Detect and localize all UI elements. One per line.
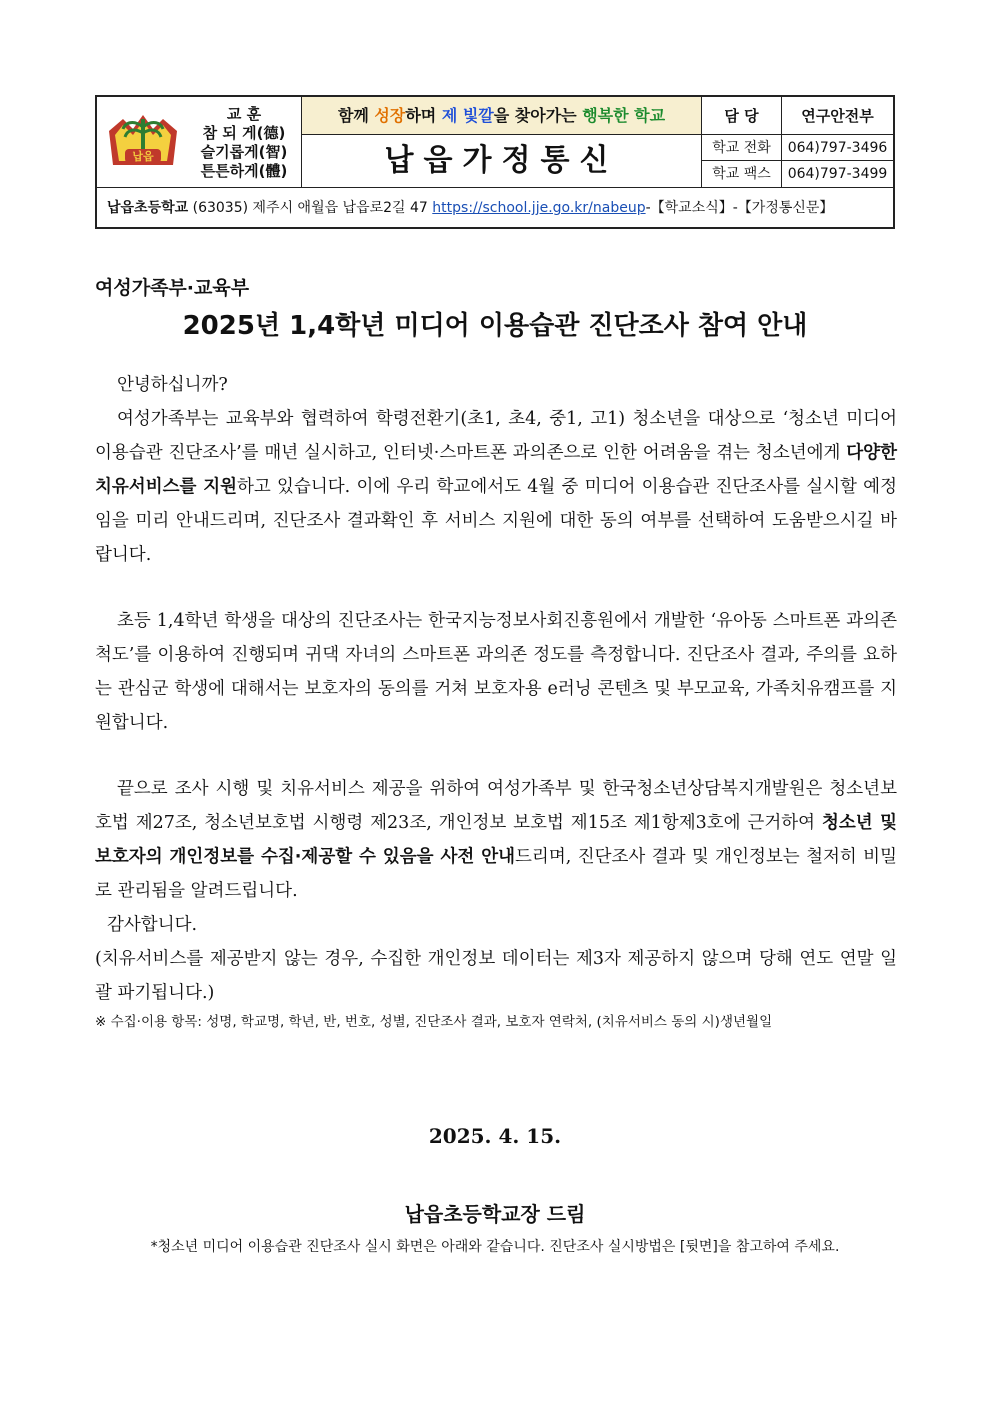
paragraph-text: 드리며, 진단조사 결과 및 개인정보는 철저히 비밀로 관리됨을 알려드립니다. bbox=[95, 847, 897, 901]
letter-body bbox=[95, 368, 897, 1034]
phone-label: 학교 전화 bbox=[702, 135, 782, 161]
website-path: -【학교소식】-【가정통신문】 bbox=[645, 200, 834, 216]
school-name: 납읍초등학교 bbox=[107, 200, 189, 216]
address-row bbox=[97, 187, 893, 227]
motto-line: 참 되 게(德) bbox=[202, 124, 286, 142]
newsletter-header bbox=[95, 95, 895, 229]
paragraph-4: (치유서비스를 제공받지 않는 경우, 수집한 개인정보 데이터는 제3자 제공하지 않으며 당해 연도 연말 일괄 파기됩니다.) bbox=[95, 949, 897, 1003]
school-logo-icon bbox=[103, 109, 183, 173]
role-value: 연구안전부 bbox=[782, 97, 893, 135]
ministries-label: 여성가족부·교육부 bbox=[95, 277, 250, 299]
paragraph-2: 초등 1,4학년 학생을 대상의 진단조사는 한국지능정보사회진흥원에서 개발한 ‘유아동 스마트폰 과의존 척도’를 이용하여 진행되며 귀댁 자녀의 스마트폰 과의존 정도를 측정합니다. 진단조사 결과, 주의를 요하는 관심군 학생에 대해서는 보호자의 동의를 거쳐 보호자용 e러닝 콘텐츠 및 부모교육, 가족치유캠프를 지원합니다. bbox=[95, 611, 897, 733]
paragraph-text: 끝으로 조사 시행 및 치유서비스 제공을 위하여 여성가족부 및 한국청소년상담복지개발원은 청소년보호법 제27조, 청소년보호법 시행령 제23조, 개인정보 보호법 제15조 제1항제3호에 근거하여 bbox=[95, 779, 897, 833]
motto-title: 교 훈 bbox=[226, 105, 262, 123]
paragraph-1 bbox=[95, 402, 897, 572]
slogan-part: 제 빛깔 bbox=[441, 106, 494, 125]
phone-value: 064)797-3496 bbox=[782, 135, 893, 161]
motto-line: 튼튼하게(體) bbox=[200, 162, 288, 180]
school-slogan bbox=[302, 97, 702, 135]
fax-label: 학교 팩스 bbox=[702, 161, 782, 187]
school-website-link[interactable]: https://school.jje.go.kr/nabeup bbox=[432, 200, 646, 216]
paragraph-3 bbox=[95, 772, 897, 908]
slogan-part: 하며 bbox=[405, 106, 442, 125]
motto-line: 슬기롭게(智) bbox=[200, 143, 288, 161]
slogan-part: 을 찾아가는 bbox=[493, 106, 583, 125]
page-title: 2025년 1,4학년 미디어 이용습관 진단조사 참여 안내 bbox=[182, 311, 808, 341]
paragraph-text: 하고 있습니다. 이에 우리 학교에서도 4월 중 미디어 이용습관 진단조사를 실시할 예정임을 미리 안내드리며, 진단조사 결과확인 후 서비스 지원에 대한 동의 여부를 선택하여 도움받으시길 바랍니다. bbox=[95, 477, 897, 565]
paragraph-emphasis: 청소년 및 보호자의 개인정보를 수집·제공할 수 있음을 사전 안내 bbox=[95, 813, 897, 867]
paragraph-emphasis: 다양한 치유서비스를 지원 bbox=[95, 443, 897, 497]
collection-items-note: ※ 수집·이용 항목: 성명, 학교명, 학년, 반, 번호, 성별, 진단조사 결과, 보호자 연락처, (치유서비스 동의 시)생년월일 bbox=[95, 1014, 773, 1030]
greeting: 안녕하십니까? bbox=[117, 375, 228, 395]
letter-date: 2025. 4. 15. bbox=[428, 1124, 562, 1148]
fax-value: 064)797-3499 bbox=[787, 166, 888, 182]
footer-note: *청소년 미디어 이용습관 진단조사 실시 화면은 아래와 같습니다. 진단조사 실시방법은 [뒷면]을 참고하여 주세요. bbox=[150, 1239, 840, 1255]
school-motto bbox=[189, 105, 299, 181]
signature: 납읍초등학교장 드림 bbox=[404, 1202, 586, 1226]
thanks: 감사합니다. bbox=[107, 915, 198, 935]
paragraph-text: 여성가족부는 교육부와 협력하여 학령전환기(초1, 초4, 중1, 고1) 청소년을 대상으로 ‘청소년 미디어 이용습관 진단조사’를 매년 실시하고, 인터넷·스마트폰 과의존으로 인한 어려움을 겪는 청소년에게 bbox=[95, 409, 897, 463]
slogan-part: 행복한 학교 bbox=[582, 106, 666, 125]
logo-text: 납읍 bbox=[132, 150, 154, 163]
newsletter-title: 납읍가정통신 bbox=[302, 135, 702, 187]
role-label: 담 당 bbox=[702, 97, 782, 135]
logo-motto-cell bbox=[97, 97, 302, 187]
school-address: (63035) 제주시 애월읍 납읍로2길 47 bbox=[188, 200, 433, 216]
slogan-part: 함께 bbox=[337, 106, 375, 125]
slogan-part: 성장 bbox=[374, 106, 406, 125]
